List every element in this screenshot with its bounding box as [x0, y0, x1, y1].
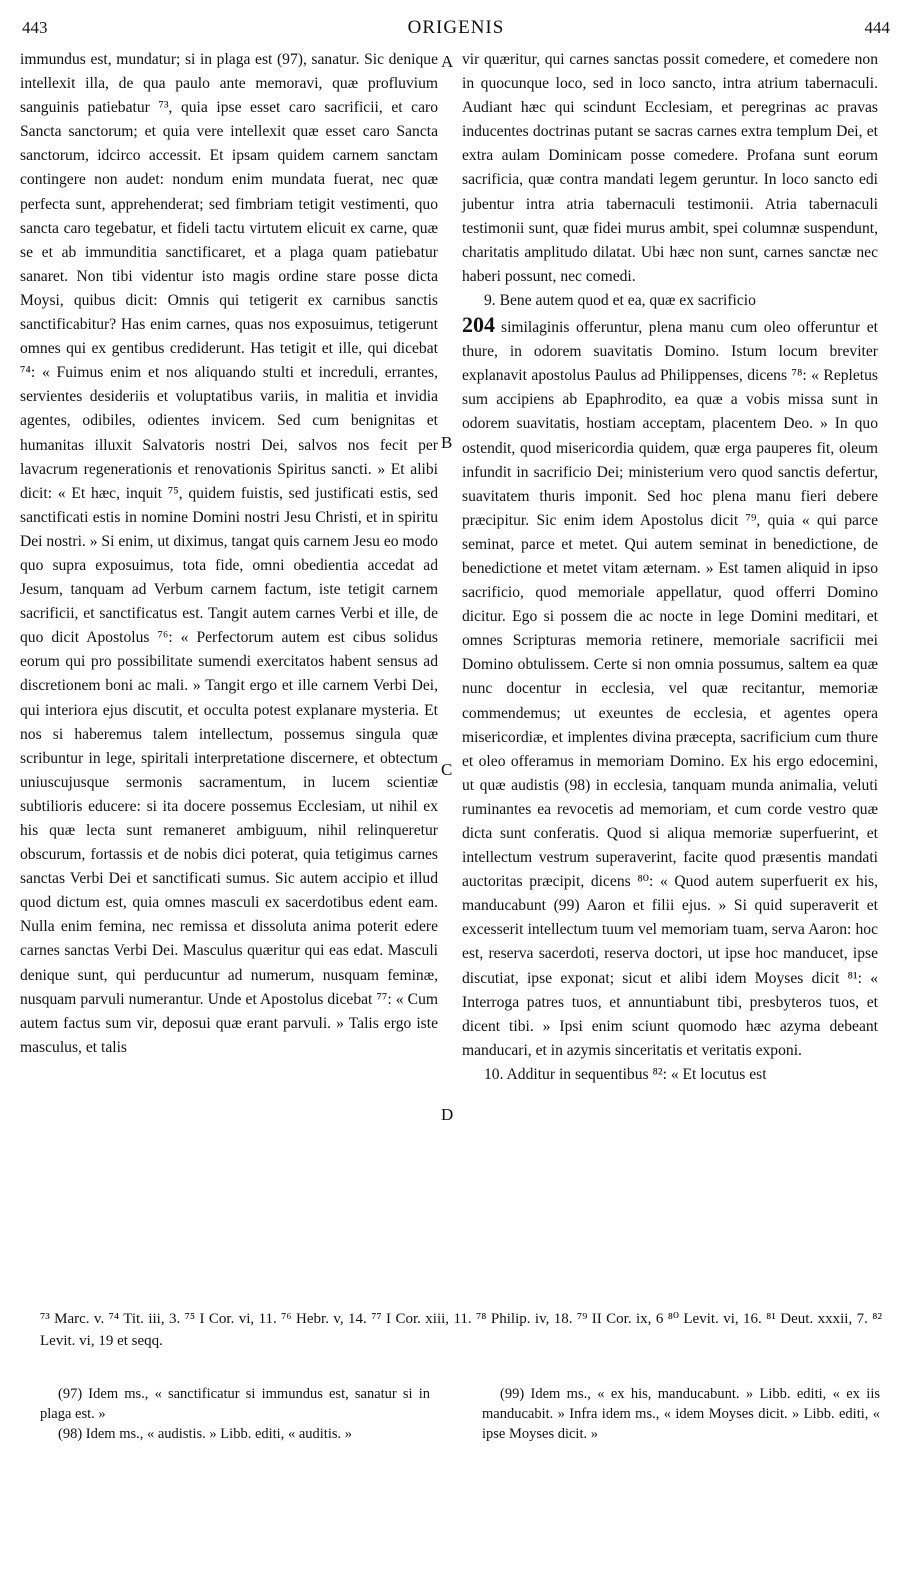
page-number-left: 443	[22, 18, 48, 37]
margin-marker-c: C	[441, 760, 453, 779]
right-paragraph-2-body: similaginis offeruntur, plena manu cum oleo offeruntur et thure, in odorem suavitatis Domino. Istum locum breviter explanavit apostolus Paulus ad Philippenses, dicens ⁷⁸: « Repletus sum accipiens ab Epaphrodito, ea quæ a vobis missa sunt in odorem suavitatis, hostiam acceptam, placentem Deo. » In quo ostendit, quod misericordia quidem, quæ erga pauperes fit, oleum infundit in sacrificio Dei; ministerium vero quod sanctis defertur, suavitatem thuris imponit. Sed hoc plena manu fieri debere præcipitur. Sic enim idem Apostolus dicit ⁷⁹, quia « qui parce seminat, parce et metet. Qui autem seminat in benedictione, de benedictione et metet vitam æternam. » Est tamen aliquid in ipso sacrificio, quod memoriale appellatur, quod offerri Domino dicitur. Ego si possem die ac nocte in lege Domini meditari, et omnes Scripturas memoria retinere, memoriale sacrificii mei Domino obtulissem. Certe si non omnia possumus, saltem ea quæ nunc docentur in ecclesia, vel quæ recitantur, memoriæ commendemus; ut exeuntes de ecclesia, et agentes opera misericordiæ, et implentes divina præcepta, sacrificium cum thure et oleo offeramus in memoriam Domino. Ex his ergo edocemini, ut quæ audistis (98) in ecclesia, tanquam munda animalia, veluti ruminantes ea revocetis ad memoriam, et cum corde vestro quæ dicta sunt conferatis. Quod si aliqua memoriæ superfuerint, et intellectum vestrum superaverint, facite quod præsentis mandati auctoritas præcipit, dicens ⁸⁰: « Quod autem superfuerit ex his, manducabunt (99) Aaron et filii ejus. » Si quid superaverit et excesserit intellectum tuum vel memoriam tuam, serva Aaron: hoc est, reserva sacerdoti, reserva doctori, ut ipse hoc manducet, ipse discutiat, ipse exponat; sicut et alibi idem Moyses dicit ⁸¹: « Interroga patres tuos, et annuntiabunt tibi, presbyteros tuos, et dicent tibi. » Ipsi enim sciunt quomodo hæc azyma debeant manducari, et in azymis sinceritatis et veritatis exponi.	[462, 319, 878, 1059]
notes-left	[40, 1384, 430, 1444]
notes-right	[482, 1384, 880, 1444]
note-98: (98) Idem ms., « audistis. » Libb. editi, « auditis. »	[58, 1426, 353, 1442]
right-paragraph-2	[462, 313, 878, 1063]
running-title: ORIGENIS	[407, 17, 505, 38]
note-99: (99) Idem ms., « ex his, manducabunt. » Libb. editi, « ex iis manducabit. » Infra idem ms., « idem Moyses dicit. » Libb. editi, « ipse Moyses dicit. »	[482, 1386, 880, 1442]
page-number-right: 444	[864, 18, 890, 37]
column-number: 204	[462, 312, 495, 338]
right-paragraph-2-lead: 9. Bene autem quod et ea, quæ ex sacrificio	[484, 291, 756, 309]
scripture-references: ⁷³ Marc. v. ⁷⁴ Tit. iii, 3. ⁷⁵ I Cor. vi, 11. ⁷⁶ Hebr. v, 14. ⁷⁷ I Cor. xiii, 11. ⁷⁸ Philip. iv, 18. ⁷⁹ II Cor. ix, 6 ⁸⁰ Levit. vi, 16. ⁸¹ Deut. xxxii, 7. ⁸² Levit. vi, 19 et seqq.	[40, 1311, 882, 1349]
right-paragraph-3: 10. Additur in sequentibus ⁸²: « Et locutus est	[484, 1065, 767, 1083]
margin-marker-a: A	[441, 52, 454, 71]
left-column	[20, 48, 438, 1060]
right-paragraph-1: vir quæritur, qui carnes sanctas possit comedere, et comedere non in quocunque loco, sed in loco sancto, intra atrium tabernaculi. Audiant hæc qui scindunt Ecclesiam, et peregrinas ac pravas inducentes doctrinas putant se sacras carnes extra templum Dei, et extra aulam Dominicam posse comedere. Profana sunt eorum sacrificia, quæ contra mandati legem geruntur. In loco sancto edi jubentur intra atria tabernaculi testimonii. Atria tabernaculi testimonii sunt, quæ fidei murus ambit, spei columnæ suspendunt, charitatis amplitudo dilatat. Ubi hæc non sunt, carnes sanctæ nec haberi possunt, nec comedi.	[462, 51, 878, 285]
note-97: (97) Idem ms., « sanctificatur si immundus est, sanatur si in plaga est. »	[40, 1386, 430, 1422]
margin-marker-b: B	[441, 433, 453, 452]
margin-marker-d: D	[441, 1105, 454, 1124]
running-header	[20, 14, 892, 40]
right-column	[462, 48, 878, 1087]
left-column-text: immundus est, mundatur; si in plaga est (97), sanatur. Sic denique intellexit illa, de qua paulo ante memoravi, quæ profluvium sanguinis patiebatur ⁷³, quia ipse esset caro sacrificii, et caro Sancta sanctorum; et quia vere intellexit quæ esset caro Sancta sanctorum, idcirco accessit. Et ipsam quidem carnem sanctam contingere non audet: nondum enim mundata fuerat, nec quæ perfecta sunt, apprehenderat; sed fimbriam tetigit vestimenti, quo sancta caro tegebatur, et fideli tactu virtutem elicuit ex carne, quæ se et ab immunditia sanctificaret, et a plaga quam patiebatur sanaret. Non tibi videntur isto magis ordine stare posse dicta Moysi, quibus dicit: Omnis qui tetigerit ex carnibus sanctis sanctificabitur? Has enim carnes, quas nos exposuimus, tetigerunt omnes qui ex gentibus crediderunt. Has tetigit et ille, qui dicebat ⁷⁴: « Fuimus enim et nos aliquando stulti et increduli, errantes, servientes desideriis et voluptatibus variis, in malitia et invidia agentes, odibiles, odientes invicem. Sed cum benignitas et humanitas illuxit Salvatoris nostri Dei, salvos nos fecit per lavacrum regenerationis et renovationis Spiritus sancti. » Et alibi dicit: « Et hæc, inquit ⁷⁵, quidem fuistis, sed justificati estis, sed sanctificati estis in nomine Domini nostri Jesu Christi, et in spiritu Dei nostri. » Si enim, ut diximus, tangat quis carnem Jesu eo modo quo supra exposuimus, tota fide, omni obedientia accedat ad Jesum, tanquam ad Verbum carnem factum, iste tetigit carnem sacrificii, et sanctificatus est. Tangit autem carnes Verbi et ille, de quo dicit Apostolus ⁷⁶: « Perfectorum autem est cibus solidus eorum qui pro possibilitate sumendi exercitatos habent sensus ad discretionem boni ac mali. » Tangit ergo et ille carnem Verbi Dei, qui interiora ejus discutit, et occulta potest explanare mysteria. Et nos si haberemus talem intellectum, possemus singula quæ scribuntur in lege, spiritali interpretatione discernere, et obtectum uniuscujusque sermonis sacramentum, in lucem scientiæ subtilioris educere: si ita docere possemus Ecclesiam, ut nihil ex his quæ lecta sunt remaneret ambiguum, nihil relinqueretur obscurum, fortassis et de nobis dici poterat, quia tetigimus carnes sanctas Verbi Dei et sanctificati sumus. Sic autem accipio et illud quod dictum est, quia omnes masculi ex sacerdotibus edent eam. Nulla enim femina, nec remissa et dissoluta anima poterit edere carnes sanctas Verbi Dei. Masculus quæritur qui eas edat. Masculi denique sunt, qui perducuntur ad numerum, nusquam feminæ, nusquam parvuli numerantur. Unde et Apostolus dicebat ⁷⁷: « Cum autem factus sum vir, deposui quæ erant parvuli. » Talis ergo iste masculus, et talis	[20, 51, 438, 1056]
